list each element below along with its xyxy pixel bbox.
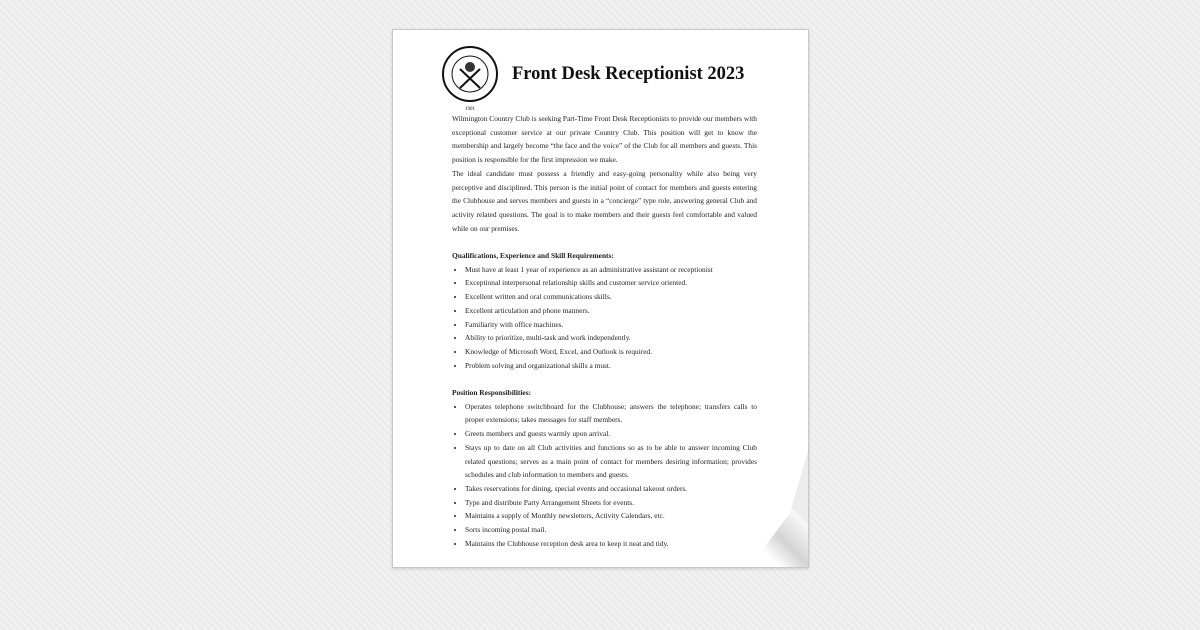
section-heading: Qualifications, Experience and Skill Requirements:	[452, 251, 614, 261]
list-item: • Excellent written and oral communications skills.	[465, 290, 757, 304]
section-heading: Position Responsibilities:	[452, 388, 532, 398]
list-item: • Sorts incoming postal mail.	[465, 523, 757, 537]
logo-year: 1901	[465, 107, 475, 112]
document-title: Front Desk Receptionist 2023	[512, 64, 745, 84]
list-item: • Ability to prioritize, multi-task and work independently.	[465, 331, 757, 345]
list-item: • Takes reservations for dining, special events and occasional takeout orders.	[465, 482, 757, 496]
list-item: • Greets members and guests warmly upon arrival.	[465, 427, 757, 441]
list-item: • Maintains the Clubhouse reception desk area to keep it neat and tidy.	[465, 537, 757, 551]
list-item: • Problem solving and organizational skills a must.	[465, 359, 757, 373]
list-item: • Stays up to date on all Club activities and functions so as to be able to answer incoming Club related questions; serves as a main point of contact for members desiring information; provides schedules and club information to members and guests.	[465, 441, 757, 482]
intro-paragraph: The ideal candidate must possess a friendly and easy-going personality while also being very perceptive and disciplined. This person is the initial point of contact for members and guests entering the Clubhouse and serves members and guests in a “concierge” type role, answering general Club and activity related questions. The goal is to make members and their guests feel comfortable and valued while on our premises.	[452, 168, 757, 233]
list-item: • Knowledge of Microsoft Word, Excel, and Outlook is required.	[465, 345, 757, 359]
list-item: • Must have at least 1 year of experience as an administrative assistant or receptionist	[465, 263, 757, 277]
document-page	[392, 29, 809, 568]
responsibilities-list	[452, 400, 757, 551]
list-item: • Excellent articulation and phone manners.	[465, 304, 757, 318]
list-item: • Type and distribute Party Arrangement Sheets for events.	[465, 496, 757, 510]
intro-paragraph: Wilmington Country Club is seeking Part-Time Front Desk Receptionists to provide our members with exceptional customer service at our private Country Club. This position will get to know the membership and largely become “the face and the voice” of the Club for all members and guests. This position is responsible for the first impression we make.	[452, 114, 757, 165]
qualifications-list	[452, 263, 757, 373]
list-item: • Maintains a supply of Monthly newsletters, Activity Calendars, etc.	[465, 509, 757, 523]
list-item: • Familiarity with office machines.	[465, 318, 757, 332]
club-logo	[440, 44, 500, 114]
list-item: • Exceptional interpersonal relationship skills and customer service oriented.	[465, 276, 757, 290]
list-item: • Operates telephone switchboard for the Clubhouse; answers the telephone; transfers calls to proper extensions; takes messages for staff members.	[465, 400, 757, 427]
